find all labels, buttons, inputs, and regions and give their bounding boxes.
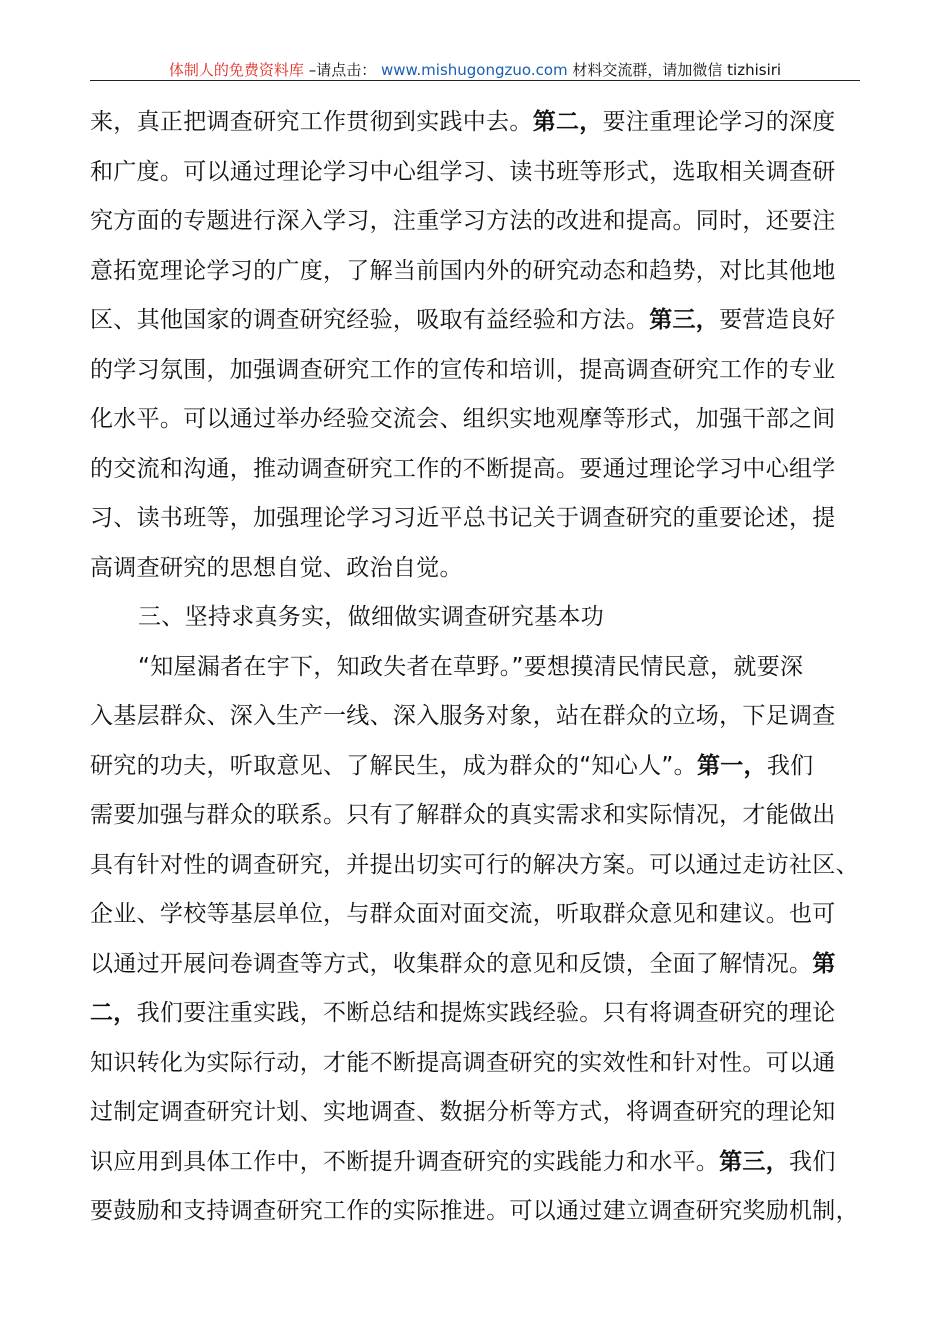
text-segment: 习、读书班等，加强理论学习习近平总书记关于调查研究的重要论述，提 <box>90 505 836 531</box>
text-line <box>90 896 880 946</box>
header-contact: 材料交流群，请加微信 tizhisiri <box>572 61 782 79</box>
text-line <box>90 104 880 154</box>
bold-text: 第二， <box>532 109 603 135</box>
site-name: 体制人的免费资料库 <box>168 61 304 79</box>
bold-text: 第三， <box>719 1148 790 1175</box>
text-segment: 以通过开展问卷调查等方式，收集群众的意见和反馈，全面了解情况。 <box>90 950 813 977</box>
text-segment: 三、坚持求真务实，做细做实调查研究基本功 <box>138 604 604 630</box>
bold-text: 第三， <box>649 307 720 333</box>
document-body <box>90 104 880 1243</box>
text-line <box>90 253 880 303</box>
text-segment: 来，真正把调查研究工作贯彻到实践中去。 <box>90 109 533 135</box>
text-segment: 知识转化为实际行动，才能不断提高调查研究的实效性和针对性。可以通 <box>90 1049 836 1076</box>
text-line <box>90 649 880 699</box>
text-segment: 意拓宽理论学习的广度，了解当前国内外的研究动态和趋势，对比其他地 <box>90 257 836 284</box>
text-segment: 需要加强与群众的联系。只有了解群众的真实需求和实际情况，才能做出 <box>90 802 836 828</box>
site-link[interactable]: www.mishugongzuo.com <box>380 61 568 79</box>
text-line <box>90 995 880 1045</box>
text-line <box>90 451 880 501</box>
text-segment: 和广度。可以通过理论学习中心组学习、读书班等形式，选取相关调查研 <box>90 158 836 185</box>
text-line <box>90 203 880 253</box>
text-segment: 的交流和沟通，推动调查研究工作的不断提高。要通过理论学习中心组学 <box>90 455 836 482</box>
text-segment: 入基层群众、深入生产一线、深入服务对象，站在群众的立场，下足调查 <box>90 703 836 729</box>
text-segment: 要鼓励和支持调查研究工作的实际推进。可以通过建立调查研究奖励机制， <box>90 1198 859 1224</box>
bold-text: 第一， <box>696 752 767 779</box>
text-segment: 企业、学校等基层单位，与群众面对面交流，听取群众意见和建议。也可 <box>90 901 836 927</box>
bold-text: 第 <box>812 950 836 977</box>
text-line <box>90 1144 880 1194</box>
text-line <box>90 154 880 204</box>
header-divider <box>90 80 860 81</box>
text-line <box>90 550 880 600</box>
text-segment: 化水平。可以通过举办经验交流会、组织实地观摩等形式，加强干部之间 <box>90 406 836 432</box>
text-segment: 识应用到具体工作中，不断提升调查研究的实践能力和水平。 <box>90 1148 720 1175</box>
page-header <box>90 59 860 80</box>
bold-text: 二， <box>90 1000 137 1026</box>
text-segment: 的学习氛围，加强调查研究工作的宣传和培训，提高调查研究工作的专业 <box>90 356 836 383</box>
text-line <box>90 599 880 649</box>
text-segment: 我们 <box>789 1148 836 1175</box>
header-prompt: –请点击： <box>308 61 377 79</box>
text-segment: 要营造良好 <box>719 307 836 333</box>
text-line <box>90 797 880 847</box>
text-segment: 区、其他国家的调查研究经验，吸取有益经验和方法。 <box>90 307 650 333</box>
text-line <box>90 748 880 798</box>
text-segment: 我们要注重实践，不断总结和提炼实践经验。只有将调查研究的理论 <box>136 1000 836 1026</box>
text-segment: 我们 <box>766 752 814 779</box>
text-segment: 具有针对性的调查研究，并提出切实可行的解决方案。可以通过走访社区、 <box>90 851 859 878</box>
text-line <box>90 698 880 748</box>
text-segment: 过制定调查研究计划、实地调查、数据分析等方式，将调查研究的理论知 <box>90 1099 836 1125</box>
text-segment: “知屋漏者在宇下，知政失者在草野。”要想摸清民情民意，就要深 <box>138 653 804 680</box>
text-line <box>90 500 880 550</box>
text-segment: 要注重理论学习的深度 <box>602 109 836 135</box>
text-line <box>90 401 880 451</box>
text-line <box>90 1094 880 1144</box>
text-line <box>90 946 880 996</box>
text-segment: 究方面的专题进行深入学习，注重学习方法的改进和提高。同时，还要注 <box>90 208 836 234</box>
text-segment: 研究的功夫，听取意见、了解民生，成为群众的“知心人”。 <box>90 752 697 779</box>
text-line <box>90 1193 880 1243</box>
text-line <box>90 847 880 897</box>
text-segment: 高调查研究的思想自觉、政治自觉。 <box>90 554 463 581</box>
text-line <box>90 352 880 402</box>
text-line <box>90 1045 880 1095</box>
text-line <box>90 302 880 352</box>
